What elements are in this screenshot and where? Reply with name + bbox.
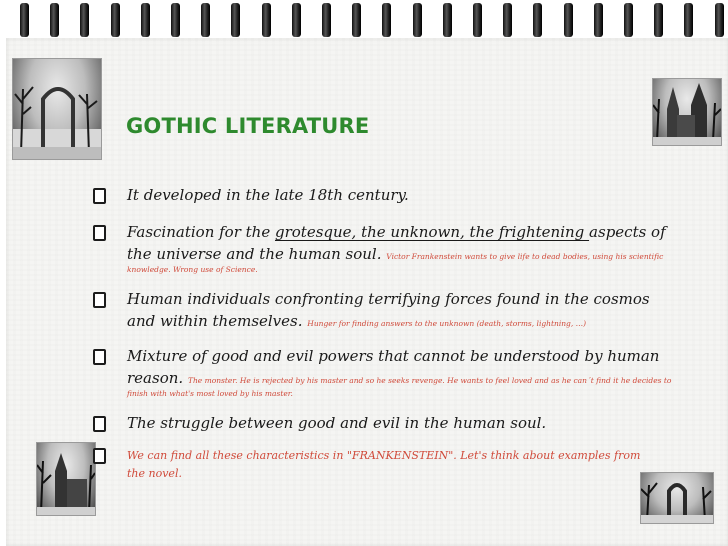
bullet-2-line-1 bbox=[127, 221, 666, 243]
bullet-2-note: Victor Frankenstein wants to give life to dead bodies, using his scientific bbox=[386, 252, 664, 261]
spiral-ring bbox=[111, 3, 120, 37]
spiral-ring bbox=[50, 3, 59, 37]
bullet-checkbox bbox=[93, 416, 106, 432]
spiral-ring bbox=[624, 3, 633, 37]
bullet-5-text: The struggle between good and evil in the human soul. bbox=[127, 414, 547, 432]
spiral-ring bbox=[473, 3, 482, 37]
spiral-ring bbox=[684, 3, 693, 37]
bullet-3-line-1: Human individuals confronting terrifying forces found in the cosmos bbox=[127, 290, 650, 308]
spiral-ring bbox=[503, 3, 512, 37]
spiral-ring bbox=[262, 3, 271, 37]
bullet-checkbox bbox=[93, 448, 106, 464]
spiral-binding bbox=[0, 0, 728, 40]
bullet-checkbox bbox=[93, 349, 106, 365]
gothic-abbey-photo bbox=[640, 472, 714, 524]
bullet-4-line-2-text: reason. bbox=[127, 369, 184, 387]
bullet-3-line-2 bbox=[127, 310, 586, 335]
bullet-3-line-2-text: and within themselves. bbox=[127, 312, 303, 330]
bullet-checkbox bbox=[93, 292, 106, 308]
spiral-ring bbox=[20, 3, 29, 37]
bullet-2-note-line-2 bbox=[127, 259, 258, 278]
spiral-ring bbox=[141, 3, 150, 37]
bullet-4-note-2: finish with what's most loved by his master. bbox=[127, 389, 293, 398]
slide-title: GOTHIC LITERATURE bbox=[126, 114, 370, 138]
bullet-2-note-2: knowledge. Wrong use of Science. bbox=[127, 265, 258, 274]
bullet-6-line-2: the novel. bbox=[127, 467, 182, 480]
gothic-ruins-photo bbox=[12, 58, 102, 160]
spiral-ring bbox=[231, 3, 240, 37]
gothic-cathedral-photo bbox=[652, 78, 722, 146]
bullet-2-line-2-text: the universe and the human soul. bbox=[127, 245, 382, 263]
bullet-2-post: aspects of bbox=[589, 223, 666, 241]
spiral-ring bbox=[292, 3, 301, 37]
spiral-ring bbox=[594, 3, 603, 37]
bullet-checkbox bbox=[93, 225, 106, 241]
bullet-4-note-line-2 bbox=[127, 383, 293, 402]
spiral-ring bbox=[201, 3, 210, 37]
bullet-6-line-1: We can find all these characteristics in "FRANKENSTEIN". Let's think about examples from bbox=[127, 449, 641, 462]
bullet-3-note: Hunger for finding answers to the unknown (death, storms, lightning, …) bbox=[307, 319, 587, 328]
gothic-church-photo bbox=[36, 442, 96, 516]
spiral-ring bbox=[443, 3, 452, 37]
spiral-ring bbox=[352, 3, 361, 37]
spiral-ring bbox=[80, 3, 89, 37]
bullet-checkbox bbox=[93, 188, 106, 204]
spiral-ring bbox=[715, 3, 724, 37]
bullet-4-note: The monster. He is rejected by his master and so he seeks revenge. He wants to feel loved and as he can´t find it he decides to bbox=[187, 376, 672, 385]
spiral-ring bbox=[322, 3, 331, 37]
spiral-ring bbox=[654, 3, 663, 37]
spiral-ring bbox=[382, 3, 391, 37]
bullet-1-text: It developed in the late 18th century. bbox=[127, 186, 409, 204]
spiral-ring bbox=[413, 3, 422, 37]
spiral-ring bbox=[533, 3, 542, 37]
bullet-2-underlined: grotesque, the unknown, the frightening bbox=[274, 223, 590, 241]
spiral-ring bbox=[171, 3, 180, 37]
bullet-2-pre: Fascination for the bbox=[127, 223, 275, 241]
spiral-ring bbox=[564, 3, 573, 37]
bullet-4-line-1: Mixture of good and evil powers that cannot be understood by human bbox=[127, 347, 660, 365]
